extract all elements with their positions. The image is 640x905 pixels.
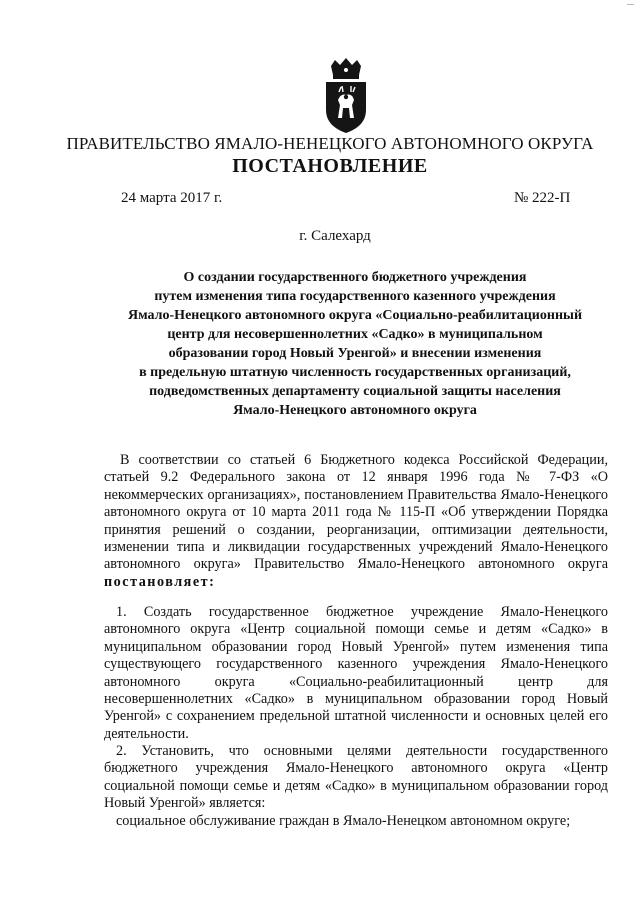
subject-line: Ямало-Ненецкого автономного округа — [233, 403, 477, 418]
subject-line: центр для несовершеннолетних «Садко» в муниципальном — [167, 327, 543, 342]
org-title: ПРАВИТЕЛЬСТВО ЯМАЛО-НЕНЕЦКОГО АВТОНОМНОГО ОКРУГА — [66, 134, 594, 153]
document-subject — [90, 268, 620, 420]
coat-of-arms-icon — [321, 58, 371, 134]
preamble-text: В соответствии со статьей 6 Бюджетного кодекса Российской Федерации, статьей 9.2 Федерального закона от 12 января 1996 года № 7-ФЗ «О некоммерческих организациях», постановлением Правительства Ямало-Ненецкого автономного округа от 10 марта 2011 года № 115-П «Об утверждении Порядка принятия решений о создании, реорганизации, оптимизации деятельности, изменении типа и ликвидации государственных учреждений Ямало-Ненецкого автономного округа» Правительство Ямало-Ненецкого автономного округа — [104, 452, 608, 573]
preamble-paragraph — [104, 452, 608, 591]
item-1-paragraph: 1. Создать государственное бюджетное учреждение Ямало-Ненецкого автономного округа «Центр социальной помощи семье и детям «Садко» в муниципальном образовании город Новый Уренгой» путем изменения типа существующего государственного казенного учреждения Ямало-Ненецкого автономного округа «Социально-реабилитационный центр для несовершеннолетних «Садко» в муниципальном образовании город Новый Уренгой» с сохранением предельной штатной численности и основных целей его деятельности. — [104, 604, 608, 742]
subject-line: О создании государственного бюджетного учреждения — [183, 270, 527, 285]
subject-line: Ямало-Ненецкого автономного округа «Социально-реабилитационный — [127, 308, 583, 323]
subject-line: в предельную штатную численность государственных организаций, — [139, 365, 571, 380]
decree-word: постановляет: — [104, 573, 216, 590]
subject-line: подведомственных департаменту социальной защиты населения — [149, 384, 561, 399]
document-type: ПОСТАНОВЛЕНИЕ — [232, 155, 428, 177]
document-date: 24 марта 2017 г. — [121, 190, 223, 206]
subject-line: образовании город Новый Уренгой» и внесении изменения — [168, 346, 542, 361]
document-number: № 222-П — [514, 190, 571, 206]
item-2-subparagraph: социальное обслуживание граждан в Ямало-Ненецком автономном округе; — [116, 813, 571, 829]
document-city: г. Салехард — [299, 228, 371, 244]
corner-mark: — — [627, 0, 634, 8]
item-2-paragraph: 2. Установить, что основными целями деятельности государственного бюджетного учреждения Ямало-Ненецкого автономного округа «Центр социальной помощи семье и детям «Садко» в муниципальном образовании город Новый Уренгой» является: — [104, 743, 608, 812]
subject-line: путем изменения типа государственного казенного учреждения — [154, 289, 556, 304]
